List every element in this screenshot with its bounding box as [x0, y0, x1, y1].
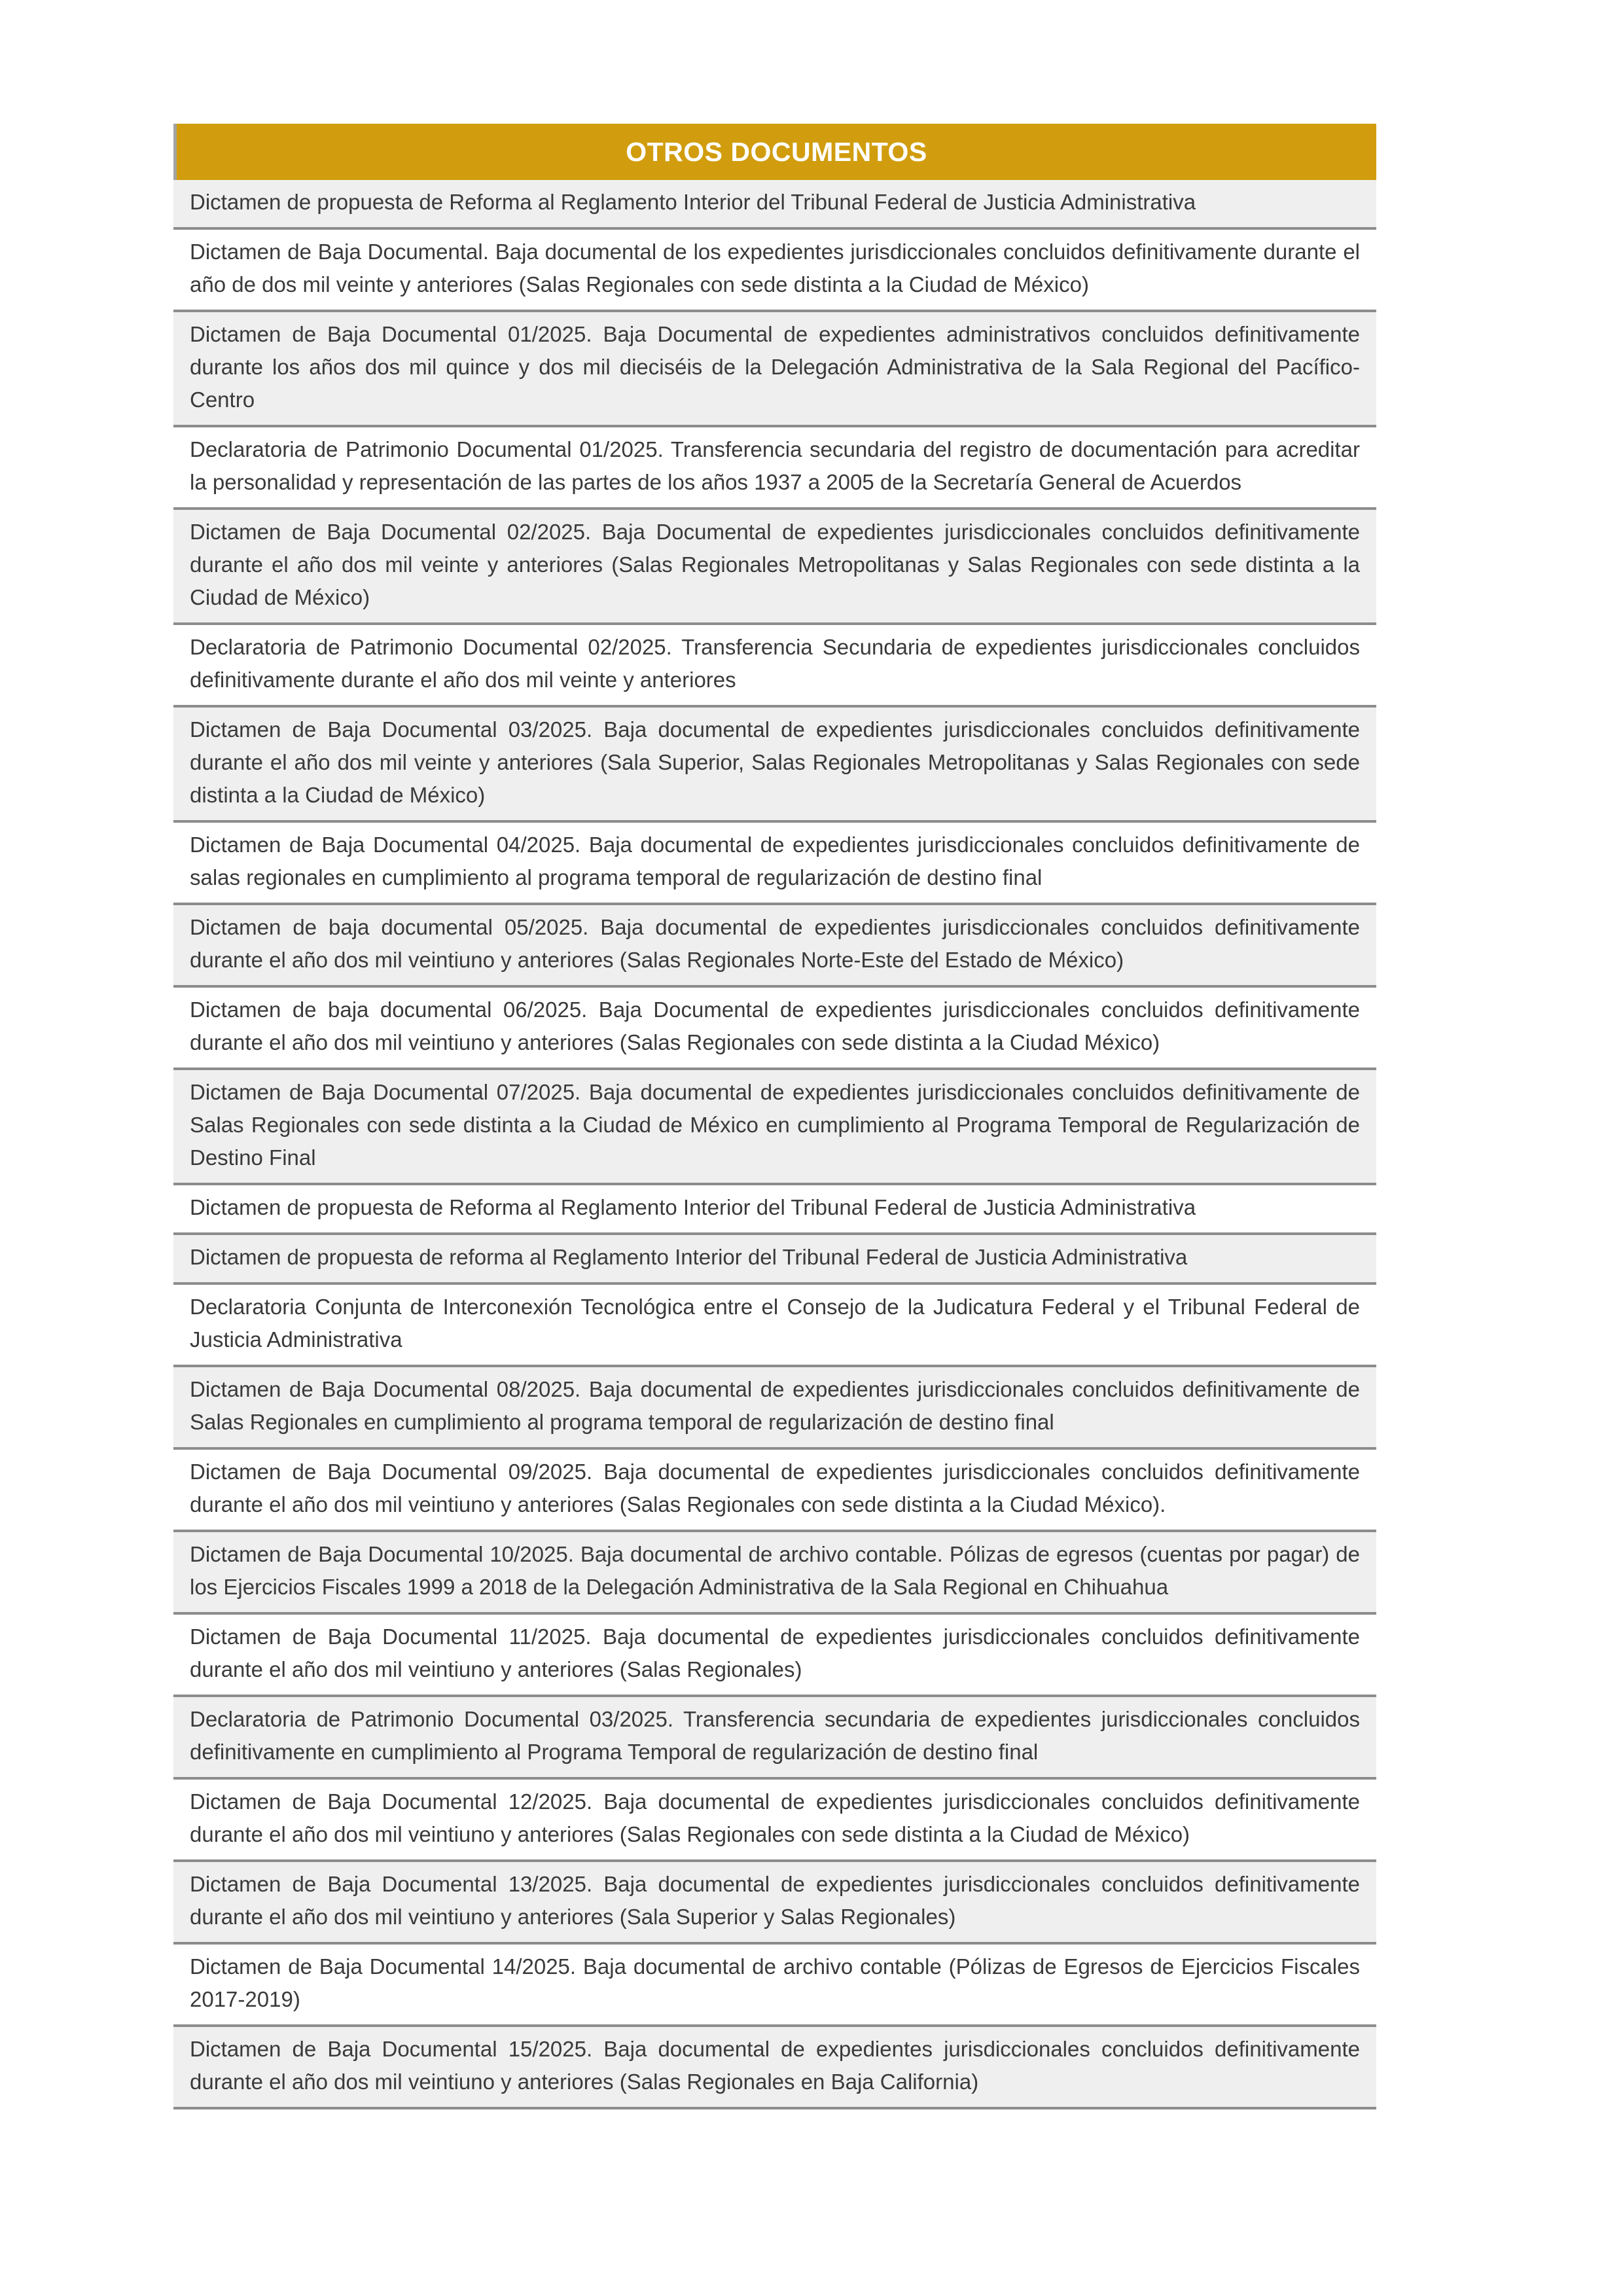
table-header: [173, 124, 1376, 180]
table-row: Dictamen de Baja Documental 12/2025. Baja documental de expedientes jurisdiccionales concluidos definitivamente durante el año dos mil veintiuno y anteriores (Salas Regionales con sede distinta a la Ciudad de México): [173, 1780, 1376, 1862]
table-row: Declaratoria de Patrimonio Documental 03/2025. Transferencia secundaria de expedientes jurisdiccionales concluidos definitivamente en cumplimiento al Programa Temporal de regularización de destino final: [173, 1697, 1376, 1780]
table-body: [173, 180, 1376, 2109]
table-row: Dictamen de Baja Documental 03/2025. Baja documental de expedientes jurisdiccionales concluidos definitivamente durante el año dos mil veinte y anteriores (Sala Superior, Salas Regionales Metropolitanas y Salas Regionales con sede distinta a la Ciudad de México): [173, 708, 1376, 823]
table-row: Declaratoria de Patrimonio Documental 02/2025. Transferencia Secundaria de expedientes jurisdiccionales concluidos definitivamente durante el año dos mil veinte y anteriores: [173, 625, 1376, 708]
table-row: Dictamen de Baja Documental 15/2025. Baja documental de expedientes jurisdiccionales concluidos definitivamente durante el año dos mil veintiuno y anteriores (Salas Regionales en Baja California): [173, 2027, 1376, 2109]
table-row: Declaratoria Conjunta de Interconexión Tecnológica entre el Consejo de la Judicatura Federal y el Tribunal Federal de Justicia Administrativa: [173, 1285, 1376, 1367]
table-row: Dictamen de Baja Documental 13/2025. Baja documental de expedientes jurisdiccionales concluidos definitivamente durante el año dos mil veintiuno y anteriores (Sala Superior y Salas Regionales): [173, 1862, 1376, 1945]
table-row: Dictamen de baja documental 06/2025. Baja Documental de expedientes jurisdiccionales concluidos definitivamente durante el año dos mil veintiuno y anteriores (Salas Regionales con sede distinta a la Ciudad México): [173, 988, 1376, 1070]
table-row: Dictamen de propuesta de Reforma al Reglamento Interior del Tribunal Federal de Justicia Administrativa: [173, 1185, 1376, 1235]
table-row: Dictamen de Baja Documental 14/2025. Baja documental de archivo contable (Pólizas de Egresos de Ejercicios Fiscales 2017-2019): [173, 1945, 1376, 2027]
table-row: Dictamen de Baja Documental 11/2025. Baja documental de expedientes jurisdiccionales concluidos definitivamente durante el año dos mil veintiuno y anteriores (Salas Regionales): [173, 1615, 1376, 1697]
table-row: Dictamen de Baja Documental 10/2025. Baja documental de archivo contable. Pólizas de egresos (cuentas por pagar) de los Ejercicios Fiscales 1999 a 2018 de la Delegación Administrativa de la Sala Regional en Chihuahua: [173, 1532, 1376, 1615]
table-title: OTROS DOCUMENTOS: [626, 137, 927, 167]
table-row: Dictamen de Baja Documental 09/2025. Baja documental de expedientes jurisdiccionales concluidos definitivamente durante el año dos mil veintiuno y anteriores (Salas Regionales con sede distinta a la Ciudad México).: [173, 1450, 1376, 1532]
table-row: Dictamen de baja documental 05/2025. Baja documental de expedientes jurisdiccionales concluidos definitivamente durante el año dos mil veintiuno y anteriores (Salas Regionales Norte-Este del Estado de México): [173, 905, 1376, 988]
table-row: Dictamen de Baja Documental 07/2025. Baja documental de expedientes jurisdiccionales concluidos definitivamente de Salas Regionales con sede distinta a la Ciudad de México en cumplimiento al Programa Temporal de Regularización de Destino Final: [173, 1070, 1376, 1185]
table-row: Dictamen de Baja Documental. Baja documental de los expedientes jurisdiccionales concluidos definitivamente durante el año de dos mil veinte y anteriores (Salas Regionales con sede distinta a la Ciudad de México): [173, 230, 1376, 312]
otros-documentos-table: [173, 124, 1376, 2109]
table-row: Dictamen de Baja Documental 08/2025. Baja documental de expedientes jurisdiccionales concluidos definitivamente de Salas Regionales en cumplimiento al programa temporal de regularización de destino final: [173, 1367, 1376, 1450]
table-row: Dictamen de Baja Documental 02/2025. Baja Documental de expedientes jurisdiccionales concluidos definitivamente durante el año dos mil veinte y anteriores (Salas Regionales Metropolitanas y Salas Regionales con sede distinta a la Ciudad de México): [173, 510, 1376, 625]
table-row: Dictamen de propuesta de Reforma al Reglamento Interior del Tribunal Federal de Justicia Administrativa: [173, 180, 1376, 230]
table-row: Declaratoria de Patrimonio Documental 01/2025. Transferencia secundaria del registro de documentación para acreditar la personalidad y representación de las partes de los años 1937 a 2005 de la Secretaría General de Acuerdos: [173, 427, 1376, 510]
table-row: Dictamen de Baja Documental 04/2025. Baja documental de expedientes jurisdiccionales concluidos definitivamente de salas regionales en cumplimiento al programa temporal de regularización de destino final: [173, 823, 1376, 905]
table-row: Dictamen de Baja Documental 01/2025. Baja Documental de expedientes administrativos concluidos definitivamente durante los años dos mil quince y dos mil dieciséis de la Delegación Administrativa de la Sala Regional del Pacífico-Centro: [173, 312, 1376, 427]
table-row: Dictamen de propuesta de reforma al Reglamento Interior del Tribunal Federal de Justicia Administrativa: [173, 1235, 1376, 1285]
